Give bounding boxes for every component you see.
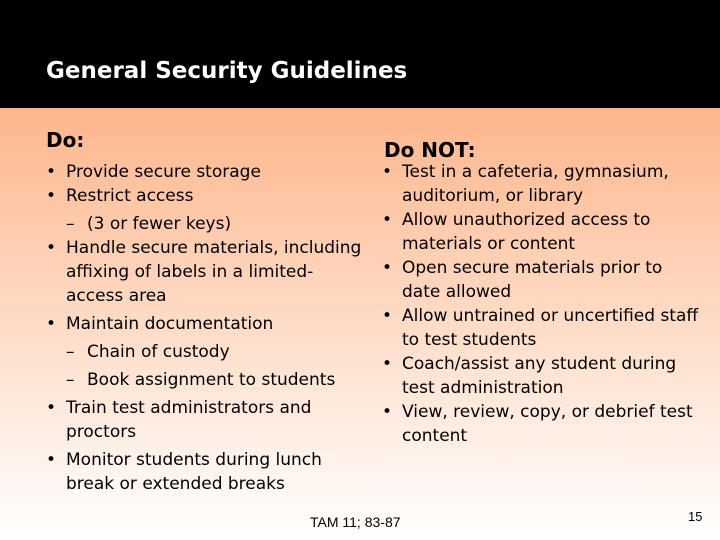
dash: – [66, 214, 75, 234]
do-subitem-text: Book assignment to students [87, 370, 336, 390]
bullet: • [382, 162, 393, 182]
do-subitem [46, 368, 366, 392]
slide-title: General Security Guidelines [46, 58, 408, 84]
dash: – [66, 370, 75, 390]
do-not-item [382, 304, 704, 352]
do-not-item [382, 400, 704, 448]
do-subitem [46, 212, 366, 236]
title-bar [0, 0, 720, 108]
do-not-list [382, 160, 704, 448]
do-not-item [382, 256, 704, 304]
dash: – [66, 342, 75, 362]
bullet: • [46, 186, 57, 206]
page-number: 15 [688, 509, 703, 524]
bullet: • [382, 306, 393, 326]
bullet: • [46, 238, 57, 258]
do-item [46, 448, 366, 496]
do-item-text: Train test administrators and proctors [66, 398, 312, 442]
do-item-text: Provide secure storage [66, 162, 261, 182]
bullet: • [46, 450, 57, 470]
do-not-item-text: View, review, copy, or debrief test content [402, 402, 693, 446]
bullet: • [46, 314, 57, 334]
do-subitem-text: Chain of custody [87, 342, 230, 362]
do-not-item-text: Coach/assist any student during test administration [402, 354, 677, 398]
do-item [46, 184, 366, 208]
do-not-item-text: Allow untrained or uncertified staff to test students [402, 306, 699, 350]
do-not-heading: Do NOT: [384, 138, 476, 162]
do-list [46, 160, 366, 496]
do-item [46, 160, 366, 184]
do-heading: Do: [46, 128, 85, 152]
bullet: • [46, 162, 57, 182]
bullet: • [382, 402, 393, 422]
do-subitem-text: (3 or fewer keys) [87, 214, 232, 234]
bullet: • [382, 354, 393, 374]
do-item-text: Monitor students during lunch break or extended breaks [66, 450, 322, 494]
do-item [46, 236, 366, 308]
bullet: • [46, 398, 57, 418]
do-item [46, 396, 366, 444]
bullet: • [382, 258, 393, 278]
do-not-item [382, 208, 704, 256]
do-not-item-text: Allow unauthorized access to materials or content [402, 210, 651, 254]
do-item-text: Handle secure materials, including affixing of labels in a limited-access area [66, 238, 362, 306]
bullet: • [382, 210, 393, 230]
do-not-item [382, 352, 704, 400]
do-not-item-text: Open secure materials prior to date allowed [402, 258, 663, 302]
do-not-item [382, 160, 704, 208]
do-subitem [46, 340, 366, 364]
footer-reference: TAM 11; 83-87 [310, 514, 401, 530]
do-item-text: Maintain documentation [66, 314, 274, 334]
do-item [46, 312, 366, 336]
do-not-item-text: Test in a cafeteria, gymnasium, auditorium, or library [402, 162, 669, 206]
do-item-text: Restrict access [66, 186, 194, 206]
